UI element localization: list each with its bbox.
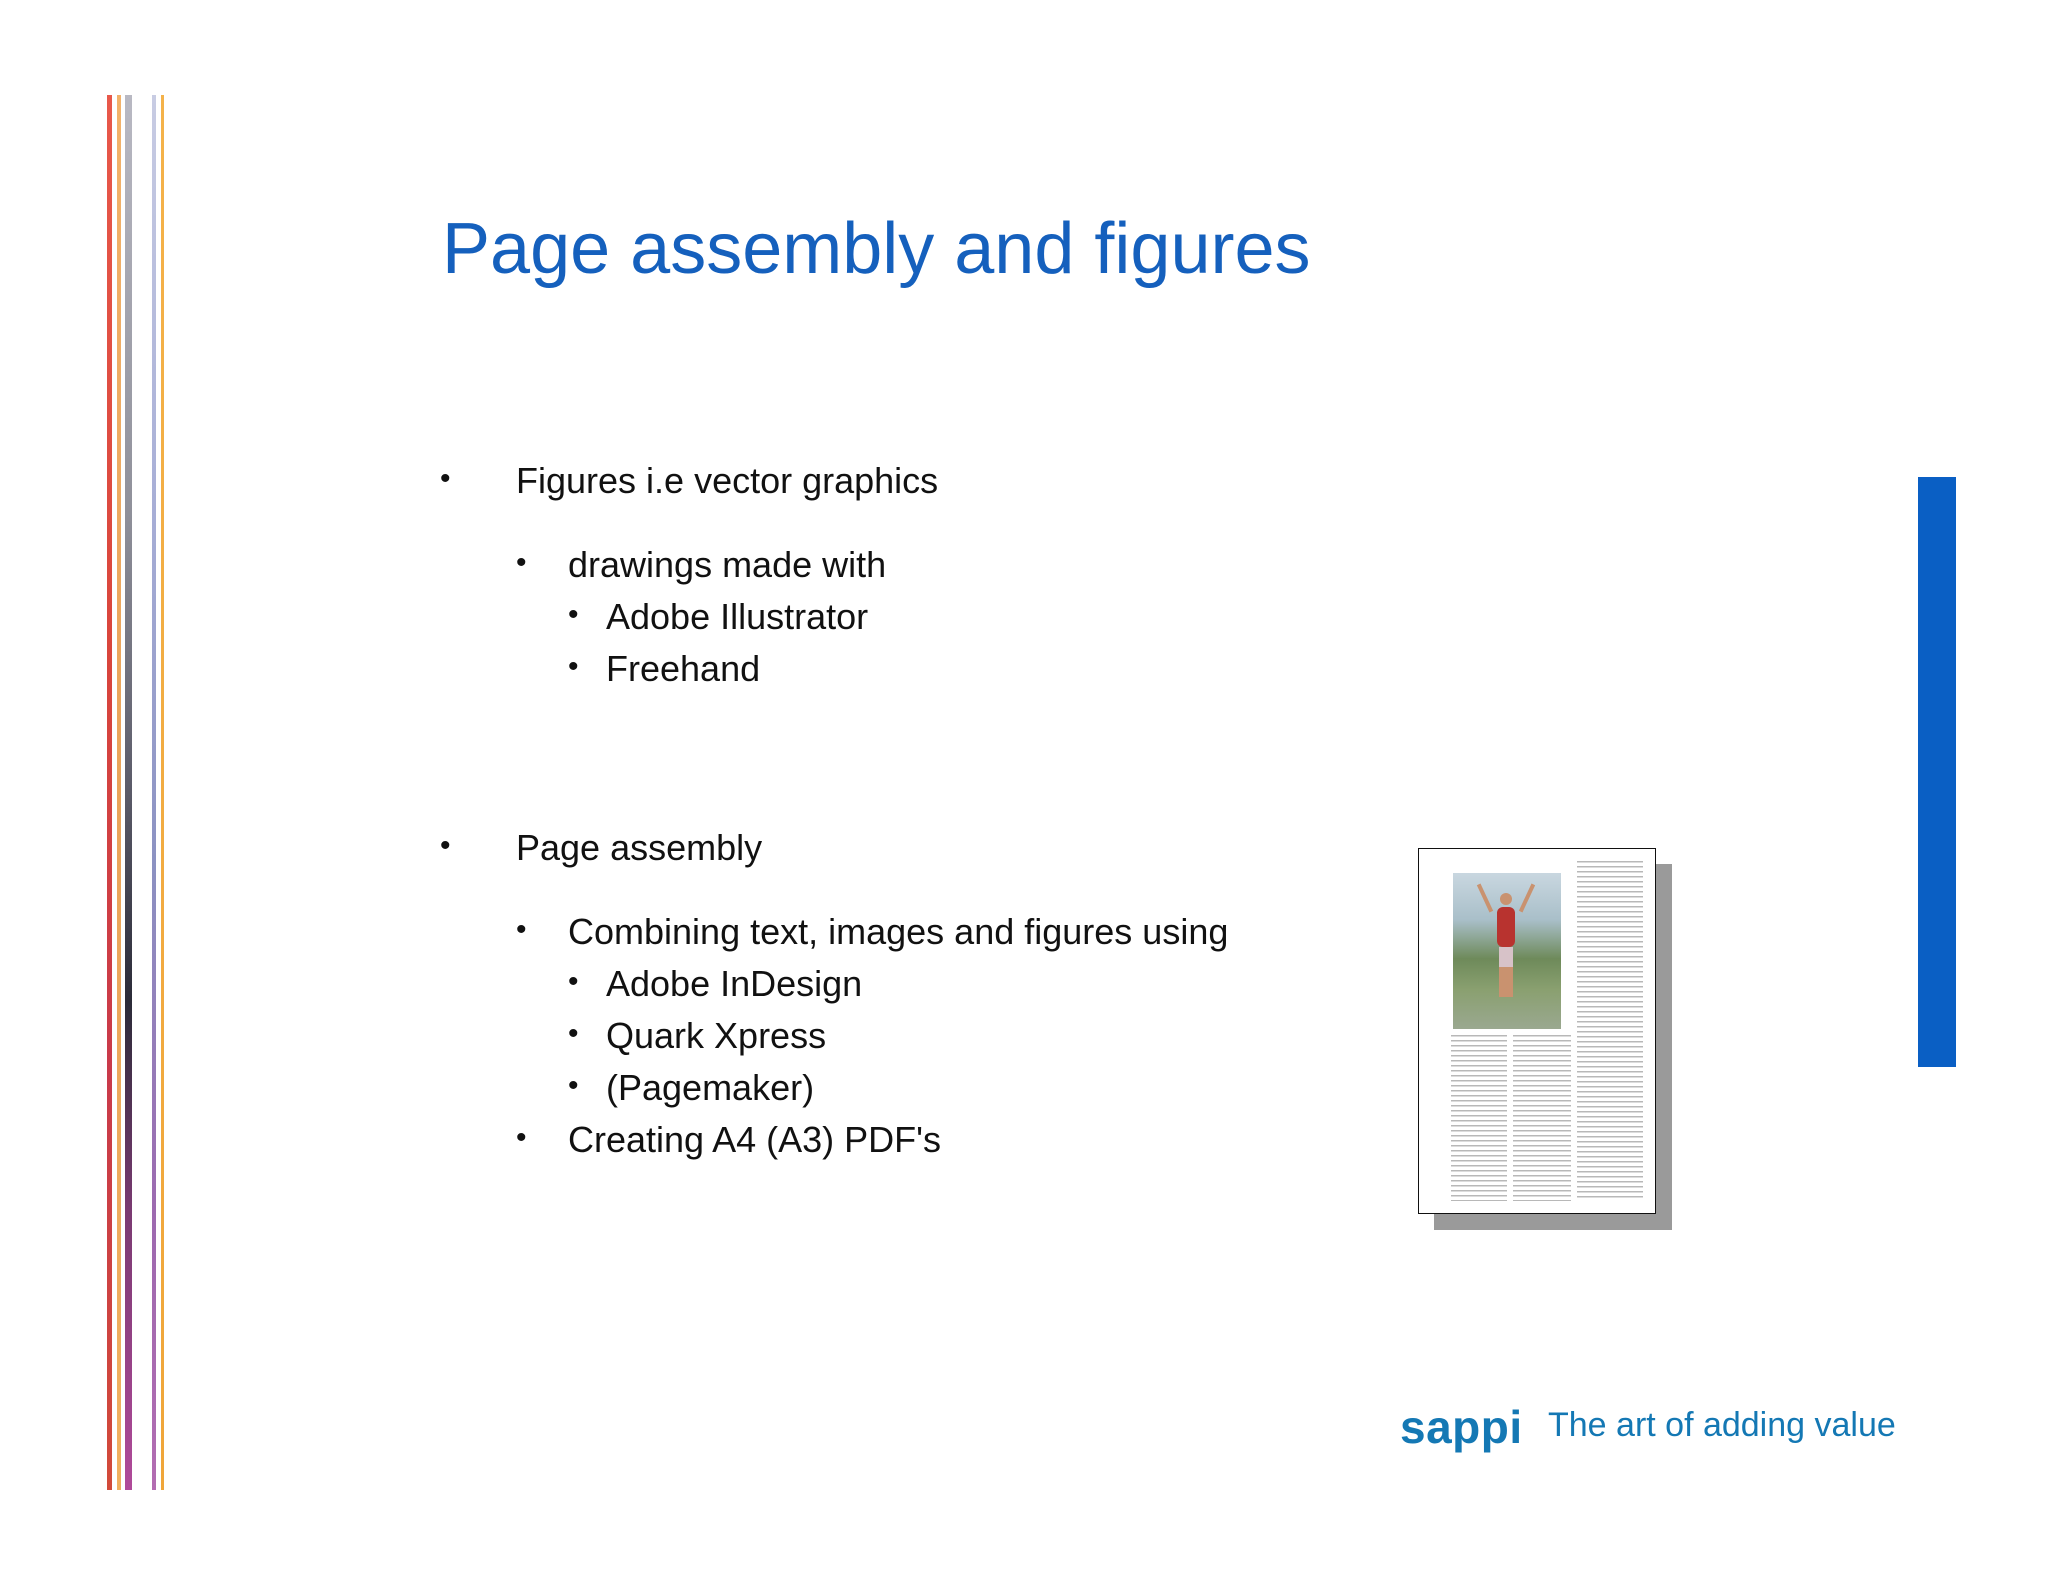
slide-title: Page assembly and figures bbox=[442, 209, 1311, 289]
text-column-middle bbox=[1513, 1035, 1571, 1201]
bullet-marker: • bbox=[568, 965, 579, 998]
bullet-marker: • bbox=[516, 1121, 527, 1154]
decorative-stripes bbox=[107, 95, 171, 1490]
list-item-drawings: drawings made with bbox=[568, 544, 887, 585]
bullet-marker: • bbox=[516, 913, 527, 946]
text-column-right bbox=[1577, 861, 1643, 1201]
stripe-lavender bbox=[152, 95, 156, 1490]
stripe-orange bbox=[117, 95, 121, 1490]
accent-bar bbox=[1918, 477, 1956, 1067]
list-item-quark: Quark Xpress bbox=[606, 1015, 827, 1056]
bullet-marker: • bbox=[568, 1069, 579, 1102]
page-sheet bbox=[1418, 848, 1656, 1214]
bullet-marker: • bbox=[568, 598, 579, 631]
list-item-pagemaker: (Pagemaker) bbox=[606, 1067, 815, 1108]
brand-logo: sappi bbox=[1400, 1401, 1523, 1453]
brand-tagline: The art of adding value bbox=[1548, 1406, 1896, 1444]
document-page-thumbnail-icon bbox=[1418, 848, 1674, 1233]
stripe-red bbox=[107, 95, 112, 1490]
text-column-left bbox=[1451, 1035, 1507, 1201]
list-item-illustrator: Adobe Illustrator bbox=[606, 596, 869, 637]
bullet-marker: • bbox=[516, 546, 527, 579]
list-item-figures: Figures i.e vector graphics bbox=[516, 460, 939, 501]
stripe-gold bbox=[161, 95, 164, 1490]
photo-thumbnail-icon bbox=[1453, 873, 1561, 1029]
bullet-marker: • bbox=[568, 650, 579, 683]
list-item-combining: Combining text, images and figures using bbox=[568, 911, 1229, 952]
bullet-marker: • bbox=[568, 1017, 579, 1050]
list-item-freehand: Freehand bbox=[606, 648, 761, 689]
list-item-pdf: Creating A4 (A3) PDF's bbox=[568, 1119, 942, 1160]
list-item-page-assembly: Page assembly bbox=[516, 827, 763, 868]
stripe-gray-purple bbox=[125, 95, 132, 1490]
bullet-marker: • bbox=[440, 462, 451, 495]
list-item-indesign: Adobe InDesign bbox=[606, 963, 863, 1004]
bullet-marker: • bbox=[440, 829, 451, 862]
